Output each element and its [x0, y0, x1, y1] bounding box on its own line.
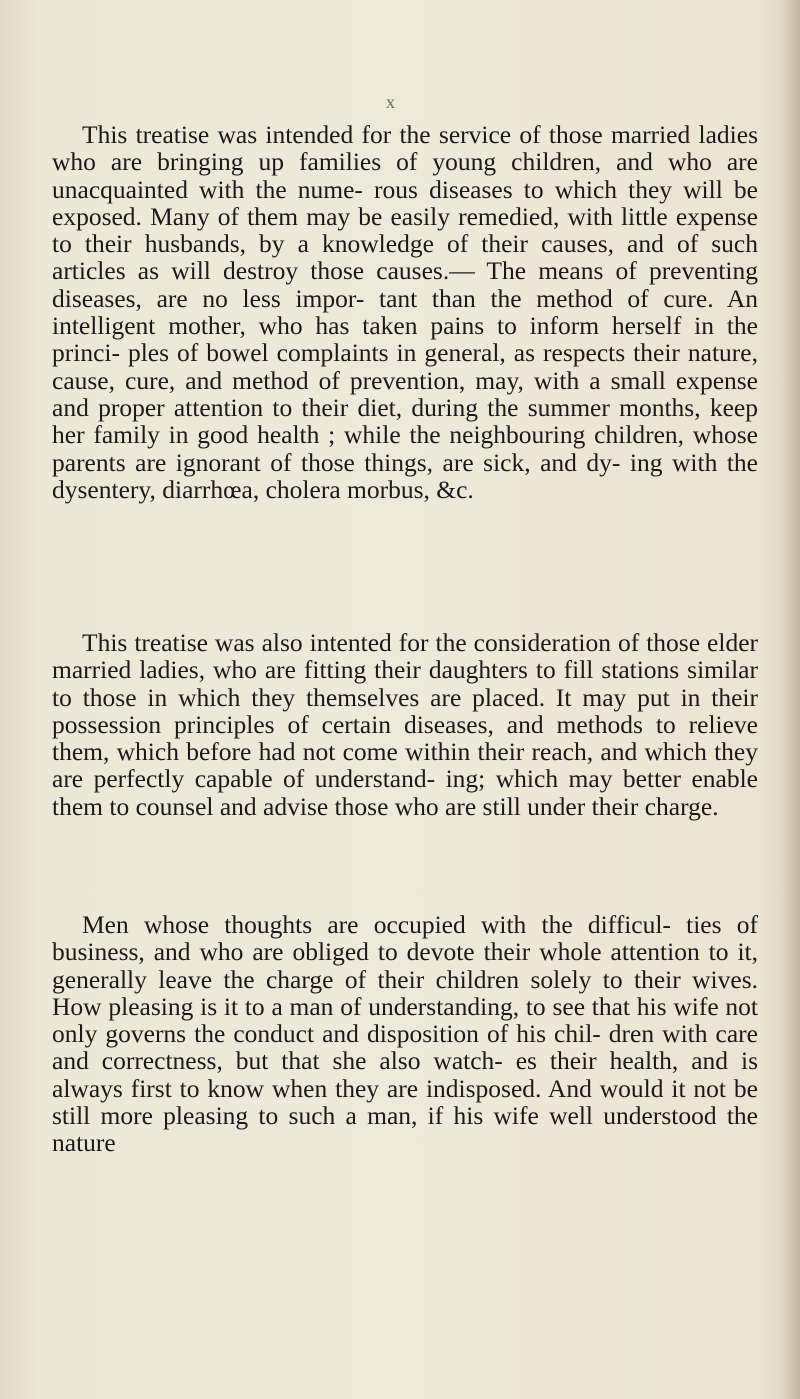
paragraph-2: [52, 629, 758, 820]
page-edge-shadow: [782, 0, 800, 1399]
page-mark: x: [386, 92, 395, 112]
paragraph-3: [52, 911, 758, 1157]
paragraph-1: [52, 121, 758, 503]
paragraph-text: This treatise was also intented for the consideration of those elder married ladies, who are fitting their daughters to fill stations similar to those in which they themselves are placed. It may put in their possession principles of certain diseases, and methods to relieve them, which before had not come within their reach, and which they are perfectly capable of understand- ing; which may better enable them to counsel and advise those who are still under their charge.: [52, 628, 758, 821]
paragraph-text: This treatise was intended for the service of those married ladies who are bringing up families of young children, and who are unacquainted with the nume- rous diseases to which they will be exposed. Many of them may be easily remedied, with little expense to their husbands, by a knowledge of their causes, and of such articles as will destroy those causes.— The means of preventing diseases, are no less impor- tant than the method of cure. An intelligent mother, who has taken pains to inform herself in the princi- ples of bowel complaints in general, as respects their nature, cause, cure, and method of prevention, may, with a small expense and proper attention to their diet, during the summer months, keep her family in good health ; while the neighbouring children, whose parents are ignorant of those things, are sick, and dy- ing with the dysentery, diarrhœa, cholera morbus, &c.: [52, 120, 758, 504]
paragraph-text: Men whose thoughts are occupied with the difficul- ties of business, and who are obliged to devote their whole attention to it, generally leave the charge of their children solely to their wives. How pleasing is it to a man of understanding, to see that his wife not only governs the conduct and disposition of his chil- dren with care and correctness, but that she also watch- es their health, and is always first to know when they are indisposed. And would it not be still more pleasing to such a man, if his wife well understood the nature: [52, 910, 758, 1158]
